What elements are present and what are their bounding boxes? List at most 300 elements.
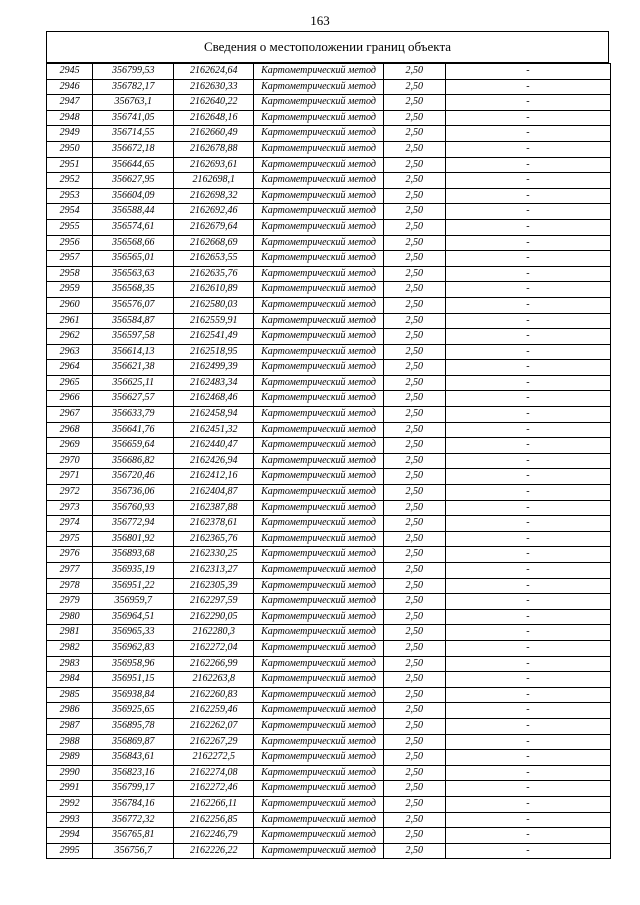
x-coordinate-cell: 356772,32 <box>93 812 174 828</box>
method-cell: Картометрический метод <box>254 640 383 656</box>
table-row <box>47 95 611 111</box>
table-row <box>47 718 611 734</box>
precision-cell: 2,50 <box>383 765 445 781</box>
point-number-cell: 2953 <box>47 188 93 204</box>
point-number-cell: 2966 <box>47 391 93 407</box>
x-coordinate-cell: 356938,84 <box>93 687 174 703</box>
y-coordinate-cell: 2162678,88 <box>174 141 254 157</box>
precision-cell: 2,50 <box>383 79 445 95</box>
x-coordinate-cell: 356823,16 <box>93 765 174 781</box>
precision-cell: 2,50 <box>383 843 445 859</box>
method-cell: Картометрический метод <box>254 407 383 423</box>
precision-cell: 2,50 <box>383 360 445 376</box>
method-cell: Картометрический метод <box>254 703 383 719</box>
x-coordinate-cell: 356627,95 <box>93 173 174 189</box>
point-number-cell: 2962 <box>47 329 93 345</box>
y-coordinate-cell: 2162693,61 <box>174 157 254 173</box>
x-coordinate-cell: 356604,09 <box>93 188 174 204</box>
point-number-cell: 2958 <box>47 266 93 282</box>
precision-cell: 2,50 <box>383 141 445 157</box>
x-coordinate-cell: 356565,01 <box>93 251 174 267</box>
description-cell: - <box>445 422 610 438</box>
table-row <box>47 141 611 157</box>
method-cell: Картометрический метод <box>254 391 383 407</box>
y-coordinate-cell: 2162499,39 <box>174 360 254 376</box>
y-coordinate-cell: 2162297,59 <box>174 594 254 610</box>
table-row <box>47 812 611 828</box>
x-coordinate-cell: 356614,13 <box>93 344 174 360</box>
x-coordinate-cell: 356799,17 <box>93 781 174 797</box>
table-row <box>47 563 611 579</box>
y-coordinate-cell: 2162412,16 <box>174 469 254 485</box>
description-cell: - <box>445 95 610 111</box>
description-cell: - <box>445 765 610 781</box>
x-coordinate-cell: 356951,15 <box>93 672 174 688</box>
y-coordinate-cell: 2162387,88 <box>174 500 254 516</box>
method-cell: Картометрический метод <box>254 734 383 750</box>
method-cell: Картометрический метод <box>254 469 383 485</box>
point-number-cell: 2960 <box>47 297 93 313</box>
precision-cell: 2,50 <box>383 235 445 251</box>
table-row <box>47 734 611 750</box>
x-coordinate-cell: 356644,65 <box>93 157 174 173</box>
precision-cell: 2,50 <box>383 453 445 469</box>
description-cell: - <box>445 282 610 298</box>
table-row <box>47 79 611 95</box>
method-cell: Картометрический метод <box>254 609 383 625</box>
x-coordinate-cell: 356568,35 <box>93 282 174 298</box>
point-number-cell: 2977 <box>47 563 93 579</box>
precision-cell: 2,50 <box>383 485 445 501</box>
point-number-cell: 2972 <box>47 485 93 501</box>
description-cell: - <box>445 251 610 267</box>
point-number-cell: 2954 <box>47 204 93 220</box>
x-coordinate-cell: 356633,79 <box>93 407 174 423</box>
point-number-cell: 2956 <box>47 235 93 251</box>
x-coordinate-cell: 356741,05 <box>93 110 174 126</box>
x-coordinate-cell: 356965,33 <box>93 625 174 641</box>
description-cell: - <box>445 750 610 766</box>
precision-cell: 2,50 <box>383 407 445 423</box>
table-row <box>47 625 611 641</box>
method-cell: Картометрический метод <box>254 547 383 563</box>
method-cell: Картометрический метод <box>254 765 383 781</box>
description-cell: - <box>445 516 610 532</box>
point-number-cell: 2982 <box>47 640 93 656</box>
x-coordinate-cell: 356597,58 <box>93 329 174 345</box>
precision-cell: 2,50 <box>383 344 445 360</box>
table-row <box>47 843 611 859</box>
description-cell: - <box>445 407 610 423</box>
precision-cell: 2,50 <box>383 375 445 391</box>
precision-cell: 2,50 <box>383 672 445 688</box>
description-cell: - <box>445 438 610 454</box>
x-coordinate-cell: 356588,44 <box>93 204 174 220</box>
y-coordinate-cell: 2162267,29 <box>174 734 254 750</box>
precision-cell: 2,50 <box>383 204 445 220</box>
coordinates-table <box>46 63 611 859</box>
table-row <box>47 110 611 126</box>
x-coordinate-cell: 356584,87 <box>93 313 174 329</box>
description-cell: - <box>445 64 610 80</box>
precision-cell: 2,50 <box>383 531 445 547</box>
x-coordinate-cell: 356784,16 <box>93 796 174 812</box>
point-number-cell: 2991 <box>47 781 93 797</box>
x-coordinate-cell: 356958,96 <box>93 656 174 672</box>
y-coordinate-cell: 2162365,76 <box>174 531 254 547</box>
description-cell: - <box>445 126 610 142</box>
y-coordinate-cell: 2162290,05 <box>174 609 254 625</box>
x-coordinate-cell: 356659,64 <box>93 438 174 454</box>
x-coordinate-cell: 356893,68 <box>93 547 174 563</box>
point-number-cell: 2974 <box>47 516 93 532</box>
precision-cell: 2,50 <box>383 219 445 235</box>
table-title: Сведения о местоположении границ объекта <box>46 31 609 63</box>
point-number-cell: 2980 <box>47 609 93 625</box>
y-coordinate-cell: 2162272,04 <box>174 640 254 656</box>
table-row <box>47 360 611 376</box>
precision-cell: 2,50 <box>383 157 445 173</box>
y-coordinate-cell: 2162266,11 <box>174 796 254 812</box>
x-coordinate-cell: 356574,61 <box>93 219 174 235</box>
description-cell: - <box>445 672 610 688</box>
description-cell: - <box>445 313 610 329</box>
description-cell: - <box>445 828 610 844</box>
precision-cell: 2,50 <box>383 703 445 719</box>
precision-cell: 2,50 <box>383 796 445 812</box>
description-cell: - <box>445 110 610 126</box>
precision-cell: 2,50 <box>383 781 445 797</box>
table-row <box>47 500 611 516</box>
table-row <box>47 547 611 563</box>
x-coordinate-cell: 356672,18 <box>93 141 174 157</box>
x-coordinate-cell: 356736,06 <box>93 485 174 501</box>
y-coordinate-cell: 2162468,46 <box>174 391 254 407</box>
y-coordinate-cell: 2162259,46 <box>174 703 254 719</box>
description-cell: - <box>445 344 610 360</box>
page-number: 163 <box>310 13 330 28</box>
point-number-cell: 2968 <box>47 422 93 438</box>
x-coordinate-cell: 356962,83 <box>93 640 174 656</box>
method-cell: Картометрический метод <box>254 157 383 173</box>
precision-cell: 2,50 <box>383 64 445 80</box>
y-coordinate-cell: 2162266,99 <box>174 656 254 672</box>
description-cell: - <box>445 79 610 95</box>
description-cell: - <box>445 329 610 345</box>
point-number-cell: 2946 <box>47 79 93 95</box>
table-row <box>47 313 611 329</box>
table-row <box>47 266 611 282</box>
point-number-cell: 2969 <box>47 438 93 454</box>
precision-cell: 2,50 <box>383 500 445 516</box>
x-coordinate-cell: 356714,55 <box>93 126 174 142</box>
table-row <box>47 469 611 485</box>
x-coordinate-cell: 356760,93 <box>93 500 174 516</box>
y-coordinate-cell: 2162272,46 <box>174 781 254 797</box>
method-cell: Картометрический метод <box>254 796 383 812</box>
x-coordinate-cell: 356843,61 <box>93 750 174 766</box>
table-row <box>47 219 611 235</box>
y-coordinate-cell: 2162274,08 <box>174 765 254 781</box>
x-coordinate-cell: 356576,07 <box>93 297 174 313</box>
description-cell: - <box>445 531 610 547</box>
y-coordinate-cell: 2162679,64 <box>174 219 254 235</box>
precision-cell: 2,50 <box>383 173 445 189</box>
table-row <box>47 485 611 501</box>
method-cell: Картометрический метод <box>254 812 383 828</box>
table-row <box>47 126 611 142</box>
table-row <box>47 173 611 189</box>
point-number-cell: 2950 <box>47 141 93 157</box>
y-coordinate-cell: 2162272,5 <box>174 750 254 766</box>
y-coordinate-cell: 2162624,64 <box>174 64 254 80</box>
point-number-cell: 2964 <box>47 360 93 376</box>
precision-cell: 2,50 <box>383 438 445 454</box>
y-coordinate-cell: 2162263,8 <box>174 672 254 688</box>
y-coordinate-cell: 2162260,83 <box>174 687 254 703</box>
table-row <box>47 297 611 313</box>
y-coordinate-cell: 2162668,69 <box>174 235 254 251</box>
method-cell: Картометрический метод <box>254 828 383 844</box>
method-cell: Картометрический метод <box>254 687 383 703</box>
precision-cell: 2,50 <box>383 563 445 579</box>
precision-cell: 2,50 <box>383 625 445 641</box>
method-cell: Картометрический метод <box>254 110 383 126</box>
y-coordinate-cell: 2162610,89 <box>174 282 254 298</box>
method-cell: Картометрический метод <box>254 781 383 797</box>
precision-cell: 2,50 <box>383 391 445 407</box>
precision-cell: 2,50 <box>383 578 445 594</box>
table-row <box>47 188 611 204</box>
description-cell: - <box>445 796 610 812</box>
description-cell: - <box>445 687 610 703</box>
table-row <box>47 282 611 298</box>
method-cell: Картометрический метод <box>254 485 383 501</box>
precision-cell: 2,50 <box>383 750 445 766</box>
y-coordinate-cell: 2162404,87 <box>174 485 254 501</box>
coordinates-table-body <box>47 64 611 859</box>
precision-cell: 2,50 <box>383 547 445 563</box>
method-cell: Картометрический метод <box>254 360 383 376</box>
point-number-cell: 2979 <box>47 594 93 610</box>
x-coordinate-cell: 356763,1 <box>93 95 174 111</box>
x-coordinate-cell: 356895,78 <box>93 718 174 734</box>
method-cell: Картометрический метод <box>254 453 383 469</box>
precision-cell: 2,50 <box>383 95 445 111</box>
method-cell: Картометрический метод <box>254 95 383 111</box>
table-row <box>47 687 611 703</box>
description-cell: - <box>445 563 610 579</box>
description-cell: - <box>445 235 610 251</box>
x-coordinate-cell: 356951,22 <box>93 578 174 594</box>
method-cell: Картометрический метод <box>254 422 383 438</box>
description-cell: - <box>445 297 610 313</box>
method-cell: Картометрический метод <box>254 438 383 454</box>
description-cell: - <box>445 453 610 469</box>
description-cell: - <box>445 594 610 610</box>
table-row <box>47 703 611 719</box>
description-cell: - <box>445 188 610 204</box>
method-cell: Картометрический метод <box>254 204 383 220</box>
description-cell: - <box>445 656 610 672</box>
table-row <box>47 64 611 80</box>
description-cell: - <box>445 375 610 391</box>
method-cell: Картометрический метод <box>254 173 383 189</box>
description-cell: - <box>445 578 610 594</box>
method-cell: Картометрический метод <box>254 251 383 267</box>
table-row <box>47 656 611 672</box>
precision-cell: 2,50 <box>383 609 445 625</box>
table-row <box>47 594 611 610</box>
x-coordinate-cell: 356720,46 <box>93 469 174 485</box>
table-row <box>47 344 611 360</box>
precision-cell: 2,50 <box>383 734 445 750</box>
method-cell: Картометрический метод <box>254 500 383 516</box>
y-coordinate-cell: 2162256,85 <box>174 812 254 828</box>
method-cell: Картометрический метод <box>254 375 383 391</box>
precision-cell: 2,50 <box>383 687 445 703</box>
y-coordinate-cell: 2162483,34 <box>174 375 254 391</box>
description-cell: - <box>445 718 610 734</box>
description-cell: - <box>445 781 610 797</box>
point-number-cell: 2967 <box>47 407 93 423</box>
y-coordinate-cell: 2162648,16 <box>174 110 254 126</box>
point-number-cell: 2988 <box>47 734 93 750</box>
precision-cell: 2,50 <box>383 594 445 610</box>
x-coordinate-cell: 356964,51 <box>93 609 174 625</box>
method-cell: Картометрический метод <box>254 79 383 95</box>
y-coordinate-cell: 2162653,55 <box>174 251 254 267</box>
point-number-cell: 2970 <box>47 453 93 469</box>
method-cell: Картометрический метод <box>254 718 383 734</box>
method-cell: Картометрический метод <box>254 563 383 579</box>
point-number-cell: 2986 <box>47 703 93 719</box>
point-number-cell: 2985 <box>47 687 93 703</box>
y-coordinate-cell: 2162698,32 <box>174 188 254 204</box>
method-cell: Картометрический метод <box>254 313 383 329</box>
description-cell: - <box>445 625 610 641</box>
method-cell: Картометрический метод <box>254 531 383 547</box>
description-cell: - <box>445 157 610 173</box>
y-coordinate-cell: 2162692,46 <box>174 204 254 220</box>
description-cell: - <box>445 609 610 625</box>
y-coordinate-cell: 2162426,94 <box>174 453 254 469</box>
y-coordinate-cell: 2162378,61 <box>174 516 254 532</box>
y-coordinate-cell: 2162313,27 <box>174 563 254 579</box>
table-row <box>47 640 611 656</box>
x-coordinate-cell: 356563,63 <box>93 266 174 282</box>
point-number-cell: 2994 <box>47 828 93 844</box>
x-coordinate-cell: 356627,57 <box>93 391 174 407</box>
precision-cell: 2,50 <box>383 422 445 438</box>
precision-cell: 2,50 <box>383 188 445 204</box>
point-number-cell: 2951 <box>47 157 93 173</box>
method-cell: Картометрический метод <box>254 235 383 251</box>
x-coordinate-cell: 356782,17 <box>93 79 174 95</box>
point-number-cell: 2957 <box>47 251 93 267</box>
description-cell: - <box>445 703 610 719</box>
y-coordinate-cell: 2162330,25 <box>174 547 254 563</box>
description-cell: - <box>445 547 610 563</box>
point-number-cell: 2973 <box>47 500 93 516</box>
y-coordinate-cell: 2162630,33 <box>174 79 254 95</box>
point-number-cell: 2987 <box>47 718 93 734</box>
description-cell: - <box>445 734 610 750</box>
point-number-cell: 2984 <box>47 672 93 688</box>
point-number-cell: 2949 <box>47 126 93 142</box>
point-number-cell: 2978 <box>47 578 93 594</box>
method-cell: Картометрический метод <box>254 578 383 594</box>
description-cell: - <box>445 173 610 189</box>
point-number-cell: 2963 <box>47 344 93 360</box>
precision-cell: 2,50 <box>383 469 445 485</box>
table-row <box>47 235 611 251</box>
y-coordinate-cell: 2162541,49 <box>174 329 254 345</box>
precision-cell: 2,50 <box>383 266 445 282</box>
description-cell: - <box>445 812 610 828</box>
point-number-cell: 2945 <box>47 64 93 80</box>
x-coordinate-cell: 356869,87 <box>93 734 174 750</box>
method-cell: Картометрический метод <box>254 188 383 204</box>
point-number-cell: 2981 <box>47 625 93 641</box>
y-coordinate-cell: 2162580,03 <box>174 297 254 313</box>
table-row <box>47 672 611 688</box>
description-cell: - <box>445 469 610 485</box>
method-cell: Картометрический метод <box>254 141 383 157</box>
x-coordinate-cell: 356772,94 <box>93 516 174 532</box>
table-row <box>47 391 611 407</box>
precision-cell: 2,50 <box>383 110 445 126</box>
table-row <box>47 750 611 766</box>
table-row <box>47 781 611 797</box>
x-coordinate-cell: 356568,66 <box>93 235 174 251</box>
method-cell: Картометрический метод <box>254 329 383 345</box>
point-number-cell: 2965 <box>47 375 93 391</box>
y-coordinate-cell: 2162698,1 <box>174 173 254 189</box>
precision-cell: 2,50 <box>383 282 445 298</box>
method-cell: Картометрический метод <box>254 843 383 859</box>
table-row <box>47 157 611 173</box>
method-cell: Картометрический метод <box>254 625 383 641</box>
y-coordinate-cell: 2162518,95 <box>174 344 254 360</box>
table-row <box>47 204 611 220</box>
y-coordinate-cell: 2162451,32 <box>174 422 254 438</box>
x-coordinate-cell: 356765,81 <box>93 828 174 844</box>
point-number-cell: 2947 <box>47 95 93 111</box>
precision-cell: 2,50 <box>383 516 445 532</box>
table-row <box>47 375 611 391</box>
method-cell: Картометрический метод <box>254 219 383 235</box>
table-row <box>47 251 611 267</box>
point-number-cell: 2993 <box>47 812 93 828</box>
precision-cell: 2,50 <box>383 828 445 844</box>
x-coordinate-cell: 356935,19 <box>93 563 174 579</box>
method-cell: Картометрический метод <box>254 750 383 766</box>
precision-cell: 2,50 <box>383 329 445 345</box>
point-number-cell: 2952 <box>47 173 93 189</box>
precision-cell: 2,50 <box>383 640 445 656</box>
precision-cell: 2,50 <box>383 718 445 734</box>
table-row <box>47 578 611 594</box>
y-coordinate-cell: 2162458,94 <box>174 407 254 423</box>
x-coordinate-cell: 356621,38 <box>93 360 174 376</box>
x-coordinate-cell: 356756,7 <box>93 843 174 859</box>
y-coordinate-cell: 2162246,79 <box>174 828 254 844</box>
y-coordinate-cell: 2162635,76 <box>174 266 254 282</box>
point-number-cell: 2961 <box>47 313 93 329</box>
point-number-cell: 2975 <box>47 531 93 547</box>
method-cell: Картометрический метод <box>254 64 383 80</box>
